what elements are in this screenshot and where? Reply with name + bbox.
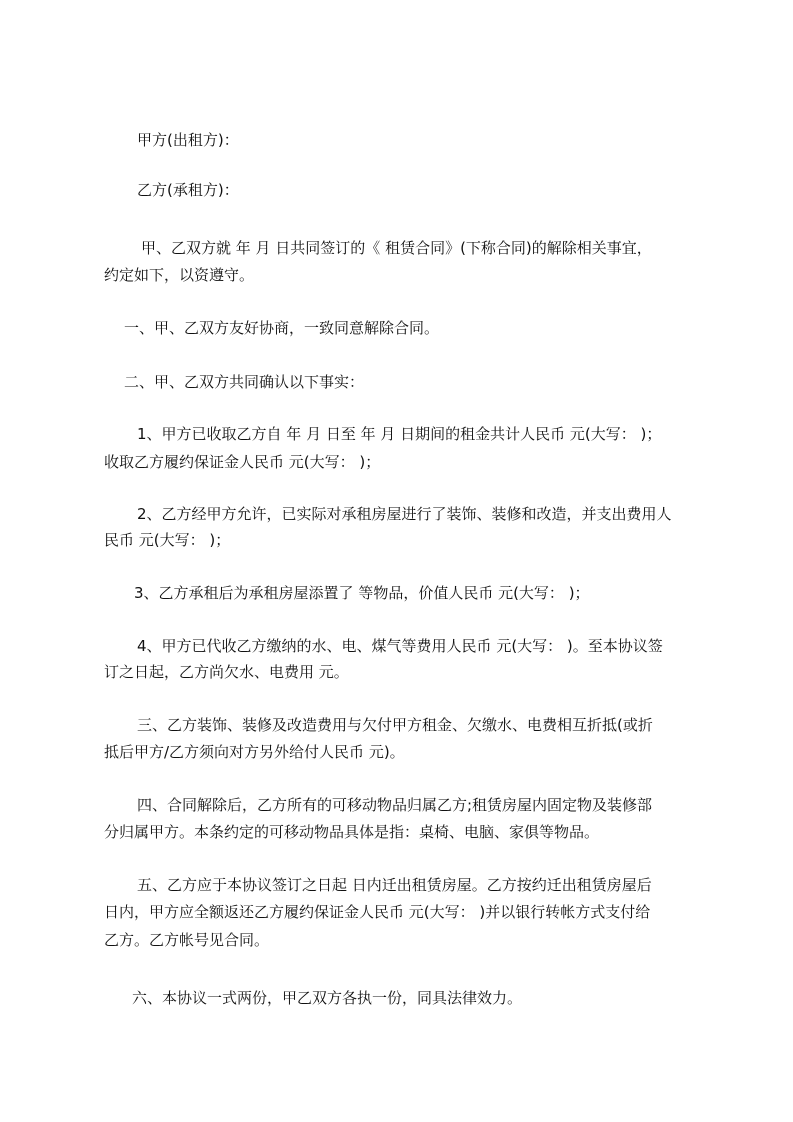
preamble-line-1: 甲、乙双方就 年 月 日共同签订的《 租赁合同》(下称合同)的解除相关事宜， [141, 239, 652, 257]
fact-2-line-1: 2、乙方经甲方允许，已实际对承租房屋进行了装饰、装修和改造，并支出费用人 [137, 505, 672, 523]
fact-1-line-1: 1、甲方已收取乙方自 年 月 日至 年 月 日期间的租金共计人民币 元(大写： )； [137, 425, 662, 443]
clause-4-line-2: 分归属甲方。本条约定的可移动物品具体是指：桌椅、电脑、家俱等物品。 [104, 823, 600, 841]
clause-6-line: 六、本协议一式两份，甲乙双方各执一份，同具法律效力。 [132, 989, 523, 1007]
clause-3-line-1: 三、乙方装饰、装修及改造费用与欠付甲方租金、欠缴水、电费相互折抵(或折 [137, 716, 653, 734]
preamble-line-2: 约定如下，以资遵守。 [104, 266, 255, 284]
clause-4-line-1: 四、合同解除后，乙方所有的可移动物品归属乙方;租赁房屋内固定物及装修部 [137, 796, 653, 814]
fact-2-line-2: 民币 元(大写： )； [104, 531, 231, 549]
clause-5-line-1: 五、乙方应于本协议签订之日起 日内迁出租赁房屋。乙方按约迁出租赁房屋后 [137, 876, 652, 894]
clause-1-line: 一、甲、乙双方友好协商，一致同意解除合同。 [124, 319, 440, 337]
clause-5-line-2: 日内，甲方应全额返还乙方履约保证金人民币 元(大写： )并以银行转帐方式支付给 [104, 903, 651, 921]
clause-2-line: 二、甲、乙双方共同确认以下事实： [124, 373, 365, 391]
party-a-line: 甲方(出租方)： [137, 131, 239, 149]
clause-5-line-3: 乙方。乙方帐号见合同。 [104, 931, 270, 949]
fact-4-line-2: 订之日起，乙方尚欠水、电费用 元。 [104, 663, 349, 681]
clause-3-line-2: 抵后甲方/乙方须向对方另外给付人民币 元)。 [104, 743, 405, 761]
party-b-line: 乙方(承租方)： [137, 181, 239, 199]
fact-4-line-1: 4、甲方已代收乙方缴纳的水、电、煤气等费用人民币 元(大写： )。至本协议签 [137, 637, 663, 655]
fact-1-line-2: 收取乙方履约保证金人民币 元(大写： )； [104, 453, 381, 471]
fact-3-line: 3、乙方承租后为承租房屋添置了 等物品，价值人民币 元(大写： )； [134, 584, 590, 602]
